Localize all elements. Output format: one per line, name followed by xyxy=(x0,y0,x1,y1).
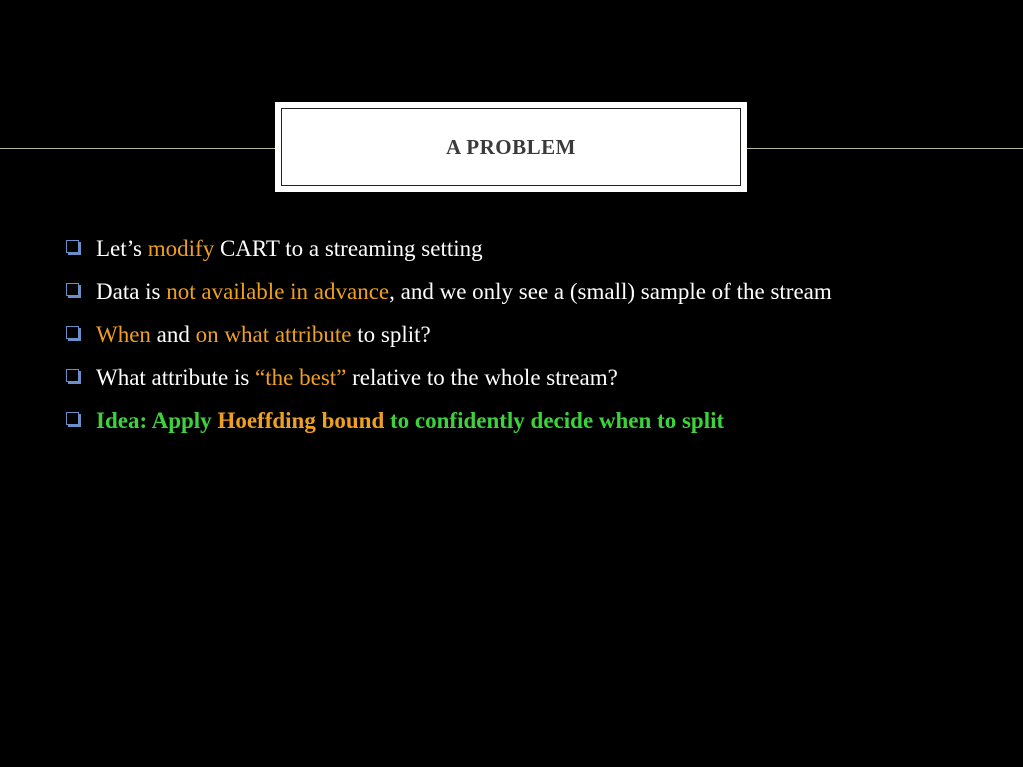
highlight-text: Hoeffding bound xyxy=(217,408,385,433)
checkbox-square-icon xyxy=(66,369,79,382)
bullet-item xyxy=(66,318,966,351)
highlight-text: on what attribute xyxy=(195,322,352,347)
checkbox-square-icon xyxy=(66,412,79,425)
bullet-list xyxy=(66,232,966,447)
bullet-text: What attribute is xyxy=(96,365,256,390)
bullet-item xyxy=(66,361,966,394)
title-rule-right xyxy=(745,148,1023,149)
bullet-item xyxy=(66,232,966,265)
slide-title: A PROBLEM xyxy=(446,134,576,159)
bullet-item xyxy=(66,275,966,308)
bullet-text: , and we only see a (small) sample of the stream xyxy=(389,279,832,304)
checkbox-square-icon xyxy=(66,326,79,339)
bullet-item xyxy=(66,404,966,437)
idea-text: Idea: Apply xyxy=(96,408,218,433)
bullet-text: to split? xyxy=(351,322,431,347)
bullet-text: Data is xyxy=(96,279,167,304)
highlight-text: “the best” xyxy=(255,365,347,390)
highlight-text: When xyxy=(96,322,151,347)
bullet-text: Let’s xyxy=(96,236,148,261)
highlight-text: not available in advance xyxy=(166,279,390,304)
checkbox-square-icon xyxy=(66,283,79,296)
bullet-text: and xyxy=(150,322,196,347)
bullet-text: CART to a streaming setting xyxy=(214,236,483,261)
title-frame xyxy=(281,108,741,186)
highlight-text: modify xyxy=(147,236,215,261)
idea-text: to confidently decide when to split xyxy=(384,408,725,433)
bullet-text: relative to the whole stream? xyxy=(346,365,618,390)
title-box xyxy=(277,104,745,190)
checkbox-square-icon xyxy=(66,240,79,253)
title-rule-left xyxy=(0,148,279,149)
